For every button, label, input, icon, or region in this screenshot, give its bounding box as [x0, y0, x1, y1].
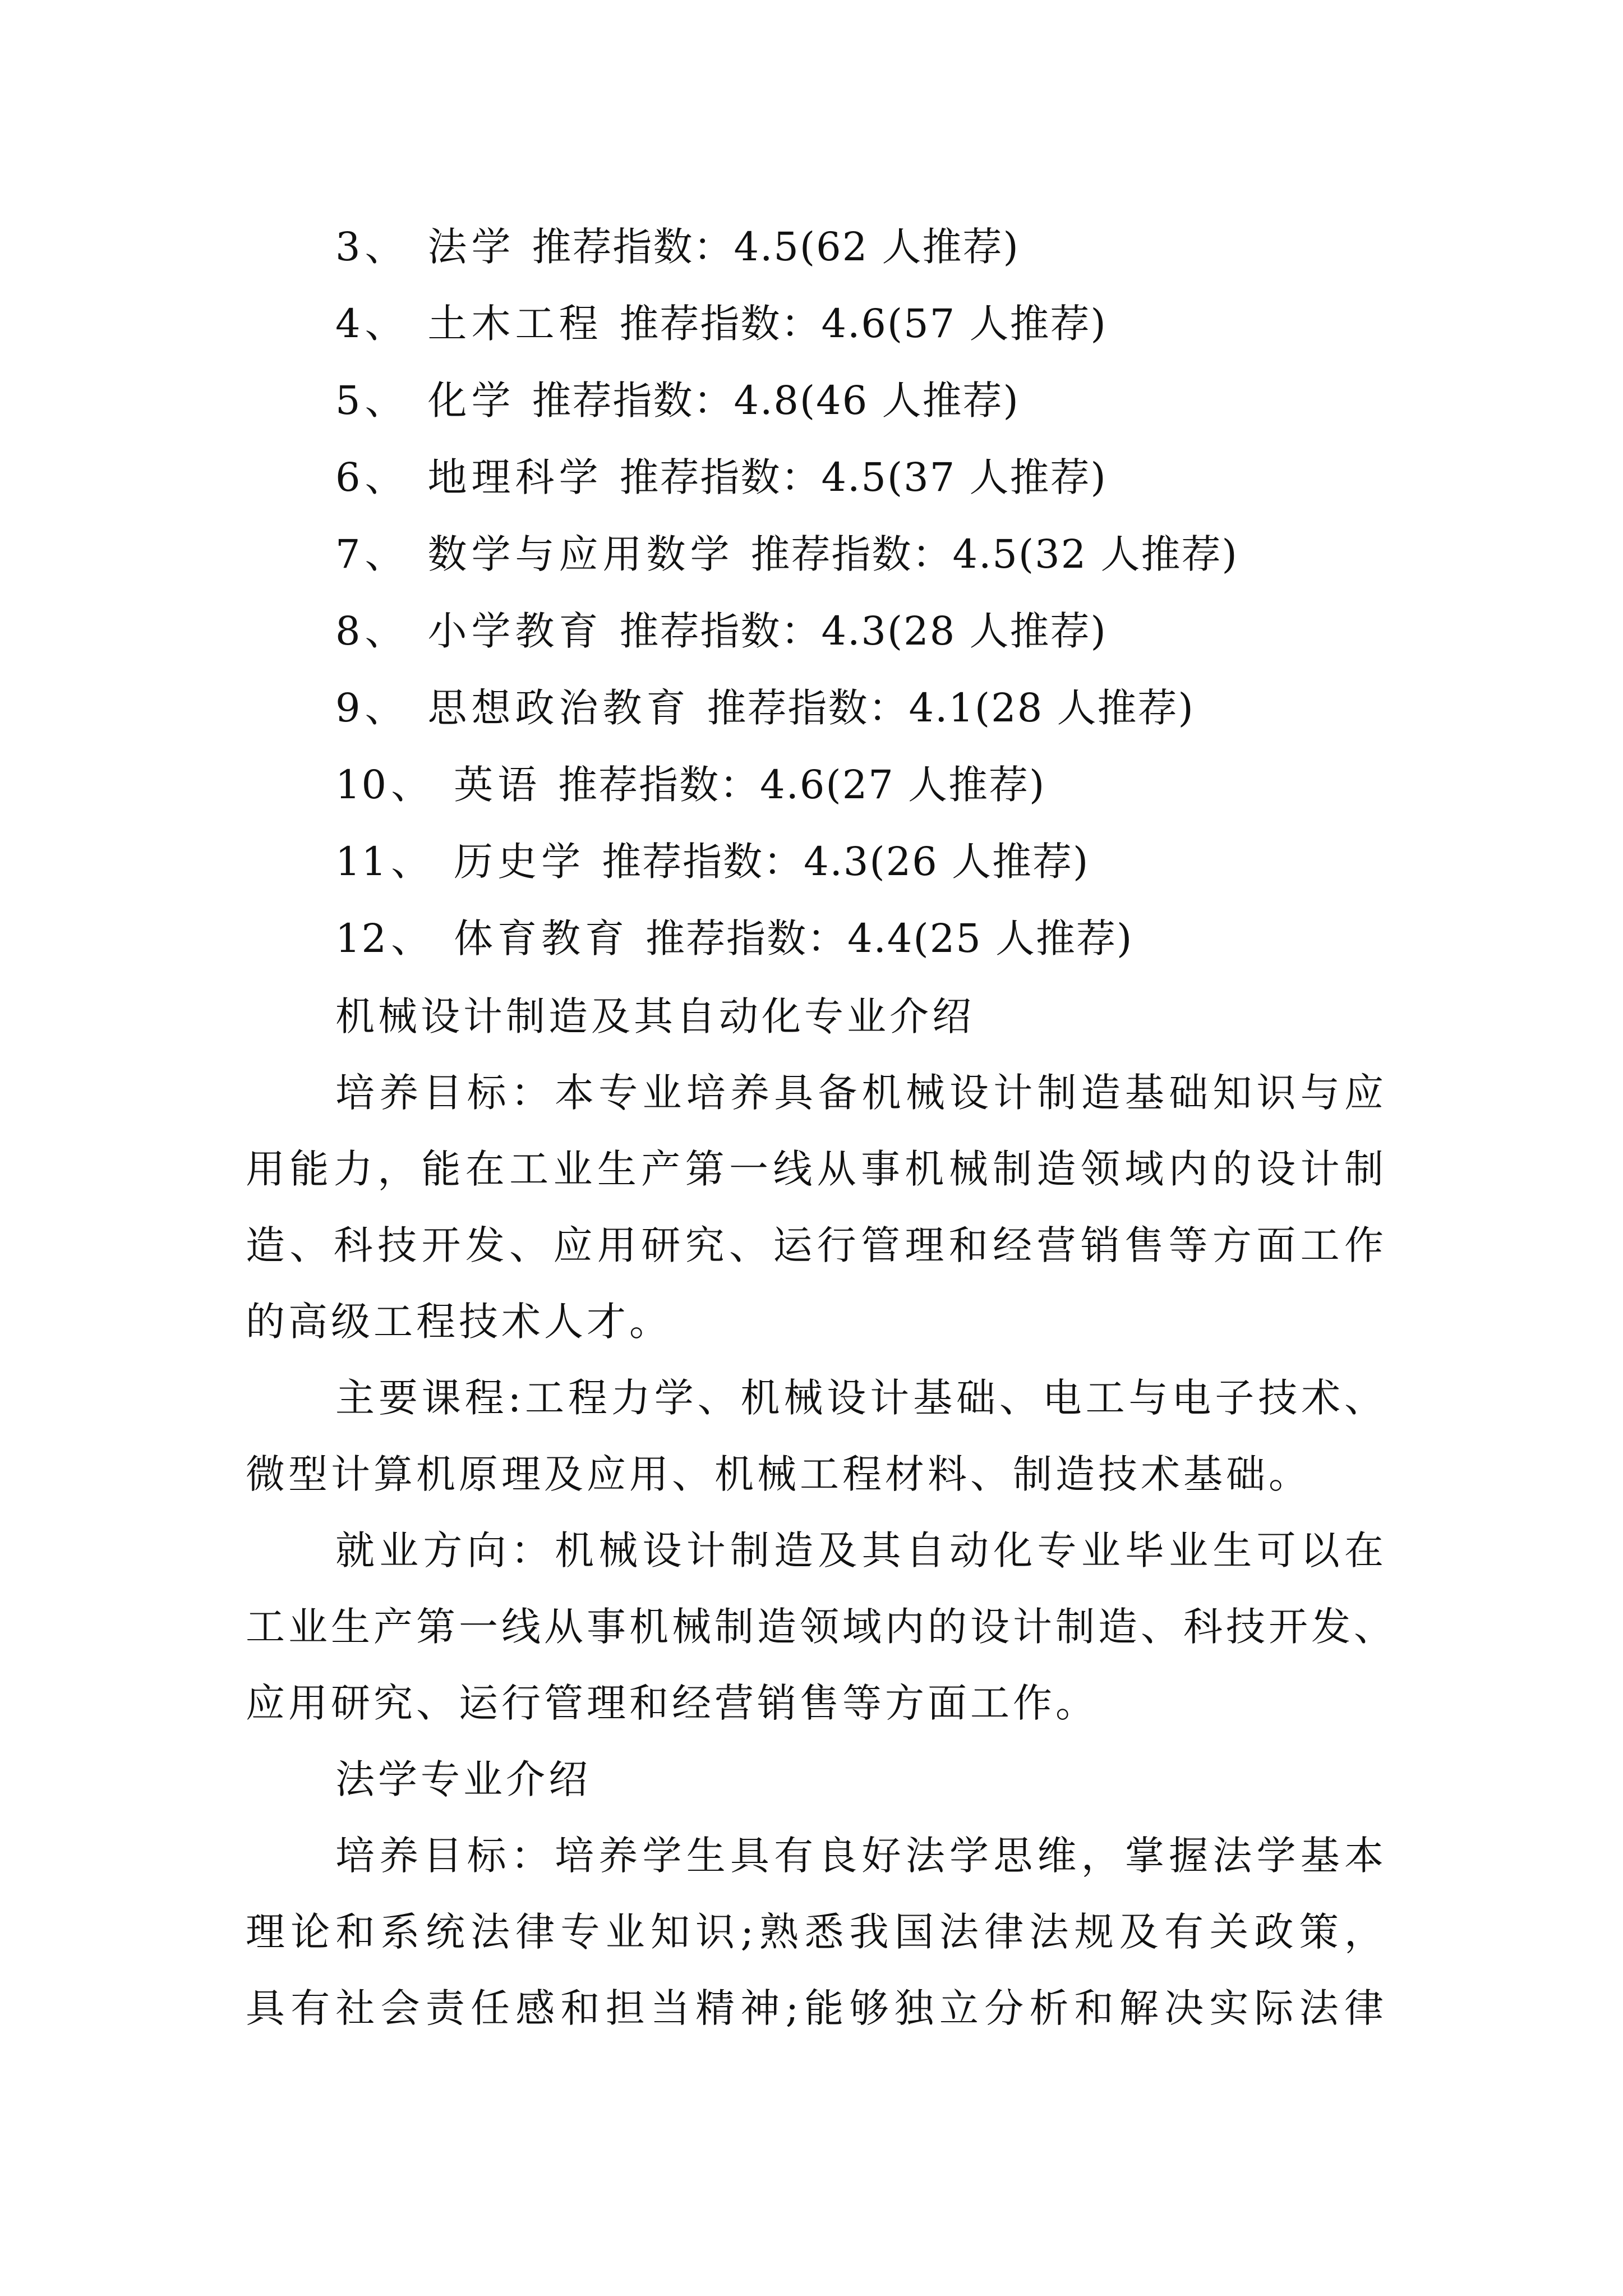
major-name: 土木工程 [427, 301, 603, 347]
item-separator: 、 [365, 608, 405, 654]
document-body [246, 978, 1396, 2046]
major-name: 英语 [454, 762, 542, 808]
list-item [335, 593, 1457, 670]
recommend-index: 推荐指数：4.5(62 人推荐) [532, 224, 1020, 270]
section-heading: 机械设计制造及其自动化专业介绍 [335, 993, 975, 1039]
paragraph-line: 用能力，能在工业生产第一线从事机械制造领域内的设计制 [246, 1146, 1387, 1192]
list-item [335, 900, 1457, 977]
paragraph-line: 具有社会责任感和担当精神;能够独立分析和解决实际法律 [246, 1985, 1387, 2031]
item-separator: 、 [365, 685, 405, 731]
paragraph-line: 应用研究、运行管理和经营销售等方面工作。 [246, 1680, 1098, 1726]
list-item [335, 670, 1457, 747]
major-name: 历史学 [454, 839, 585, 885]
item-number: 4 [335, 301, 362, 347]
paragraph-line: 微型计算机原理及应用、机械工程材料、制造技术基础。 [246, 1451, 1311, 1497]
paragraph-line: 造、科技开发、应用研究、运行管理和经营销售等方面工作 [246, 1222, 1387, 1268]
list-item [335, 362, 1457, 439]
item-number: 8 [335, 608, 362, 654]
item-number: 10 [335, 762, 388, 808]
major-ranking-list [335, 209, 1457, 977]
recommend-index: 推荐指数：4.4(25 人推荐) [645, 915, 1133, 961]
list-item [335, 516, 1457, 593]
recommend-index: 推荐指数：4.6(57 人推荐) [619, 301, 1107, 347]
item-separator: 、 [391, 762, 432, 808]
item-number: 7 [335, 531, 362, 577]
item-separator: 、 [365, 378, 405, 424]
paragraph-line: 培养目标：培养学生具有良好法学思维，掌握法学基本 [335, 1833, 1387, 1879]
major-name: 小学教育 [427, 608, 603, 654]
item-number: 3 [335, 224, 362, 270]
major-name: 思想政治教育 [427, 685, 690, 731]
list-item [335, 823, 1457, 900]
item-separator: 、 [365, 301, 405, 347]
item-separator: 、 [391, 839, 432, 885]
item-number: 5 [335, 378, 362, 424]
recommend-index: 推荐指数：4.5(37 人推荐) [619, 454, 1107, 500]
item-separator: 、 [391, 915, 432, 961]
paragraph-line: 培养目标：本专业培养具备机械设计制造基础知识与应 [335, 1070, 1387, 1116]
paragraph-line: 工业生产第一线从事机械制造领域内的设计制造、科技开发、 [246, 1604, 1396, 1650]
major-name: 数学与应用数学 [427, 531, 734, 577]
item-separator: 、 [365, 224, 405, 270]
paragraph-line: 理论和系统法律专业知识;熟悉我国法律法规及有关政策， [246, 1909, 1387, 1955]
list-item [335, 439, 1457, 516]
item-separator: 、 [365, 531, 405, 577]
major-name: 体育教育 [454, 915, 629, 961]
item-number: 6 [335, 454, 362, 500]
recommend-index: 推荐指数：4.1(28 人推荐) [707, 685, 1195, 731]
list-item [335, 286, 1457, 362]
list-item [335, 747, 1457, 823]
recommend-index: 推荐指数：4.8(46 人推荐) [532, 378, 1020, 424]
recommend-index: 推荐指数：4.3(26 人推荐) [602, 839, 1090, 885]
item-number: 9 [335, 685, 362, 731]
paragraph-line: 的高级工程技术人才。 [246, 1299, 672, 1345]
major-name: 法学 [427, 224, 515, 270]
recommend-index: 推荐指数：4.3(28 人推荐) [619, 608, 1107, 654]
item-number: 11 [335, 839, 388, 885]
recommend-index: 推荐指数：4.6(27 人推荐) [558, 762, 1046, 808]
paragraph-line: 主要课程:工程力学、机械设计基础、电工与电子技术、 [335, 1375, 1387, 1421]
major-name: 化学 [427, 378, 515, 424]
recommend-index: 推荐指数：4.5(32 人推荐) [750, 531, 1238, 577]
major-name: 地理科学 [427, 454, 603, 500]
paragraph-line: 就业方向：机械设计制造及其自动化专业毕业生可以在 [335, 1527, 1387, 1573]
item-separator: 、 [365, 454, 405, 500]
item-number: 12 [335, 915, 388, 961]
list-item [335, 209, 1457, 286]
section-heading: 法学专业介绍 [335, 1756, 591, 1802]
